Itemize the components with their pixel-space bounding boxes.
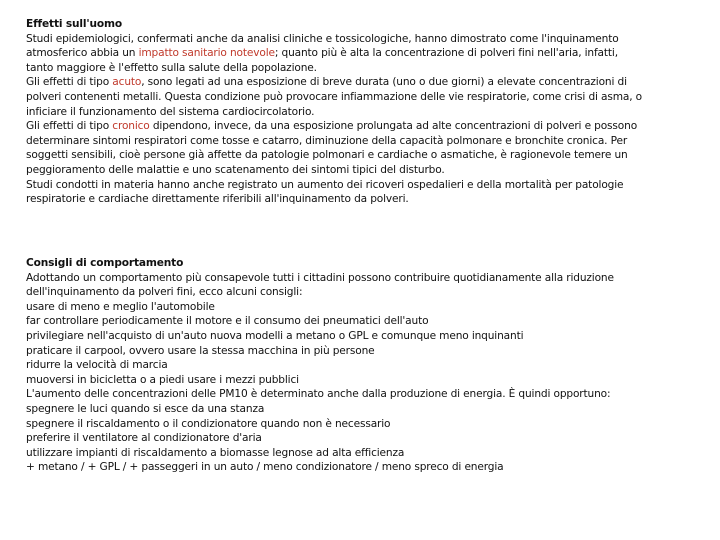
effects-line: polveri contenenti metalli. Questa condizione può provocare infiammazione delle vie respiratorie, come crisi di asma, o [26,90,643,103]
effects-text: Gli effetti di tipo [26,120,113,133]
highlight-acuto: acuto [112,76,142,89]
advice-line: L'aumento delle concentrazioni delle PM10 è determinato anche dalla produzione di energia. È quindi opportuno: [26,388,611,401]
advice-item: usare di meno e meglio l'automobile [26,300,215,313]
highlight-impatto-sanitario: impatto sanitario notevole [138,47,275,60]
effects-text: Gli effetti di tipo [26,76,113,89]
effects-heading: Effetti sull'uomo [26,18,123,30]
advice-line: Adottando un comportamento più consapevole tutti i cittadini possono contribuire quotidianamente alla riduzione [26,271,614,284]
effects-text: , sono legati ad una esposizione di breve durata (uno o due giorni) a elevate concentrazioni di [141,76,627,89]
effects-line: tanto maggiore è l'effetto sulla salute della popolazione. [26,61,317,74]
effects-text: atmosferico abbia un [26,47,139,60]
advice-item: praticare il carpool, ovvero usare la stessa macchina in più persone [26,344,375,357]
effects-line: inficiare il funzionamento del sistema cardiocircolatorio. [26,105,315,118]
advice-item: ridurre la velocità di marcia [26,359,168,372]
effects-line: Studi condotti in materia hanno anche registrato un aumento dei ricoveri ospedalieri e della mortalità per patologie [26,178,624,191]
effects-text: ; quanto più è alta la concentrazione di polveri fini nell'aria, infatti, [274,47,618,60]
effects-line [26,46,694,61]
advice-item: far controllare periodicamente il motore e il consumo dei pneumatici dell'auto [26,315,429,328]
effects-line: soggetti sensibili, cioè persone già affette da patologie polmonari e cardiache o asmatiche, è ragionevole temere un [26,149,628,162]
effects-line: respiratorie e cardiache direttamente riferibili all'inquinamento da polveri. [26,193,409,206]
advice-item: + metano / + GPL / + passeggeri in un auto / meno condizionatore / meno spreco di energia [26,461,504,474]
advice-item: preferire il ventilatore al condizionatore d'aria [26,432,262,445]
effects-line: peggioramento delle malattie e uno scatenamento dei sintomi tipici del disturbo. [26,163,445,176]
effects-text: dipendono, invece, da una esposizione prolungata ad alte concentrazioni di polveri e possono [149,120,638,133]
advice-line: dell'inquinamento da polveri fini, ecco alcuni consigli: [26,286,303,299]
advice-heading: Consigli di comportamento [26,257,184,269]
highlight-cronico: cronico [112,120,150,133]
effects-section [26,17,694,207]
advice-item: spegnere le luci quando si esce da una stanza [26,402,265,415]
effects-line: determinare sintomi respiratori come tosse e catarro, diminuzione della capacità polmonare e bronchite cronica. Per [26,134,628,147]
effects-line: Studi epidemiologici, confermati anche da analisi cliniche e tossicologiche, hanno dimostrato come l'inquinamento [26,32,619,45]
effects-line [26,75,694,90]
advice-section [26,256,694,475]
advice-item: muoversi in bicicletta o a piedi usare i mezzi pubblici [26,373,299,386]
advice-item: utilizzare impianti di riscaldamento a biomasse legnose ad alta efficienza [26,446,405,459]
advice-item: privilegiare nell'acquisto di un'auto nuova modelli a metano o GPL e comunque meno inquinanti [26,329,524,342]
advice-item: spegnere il riscaldamento o il condizionatore quando non è necessario [26,417,391,430]
effects-line [26,119,694,134]
